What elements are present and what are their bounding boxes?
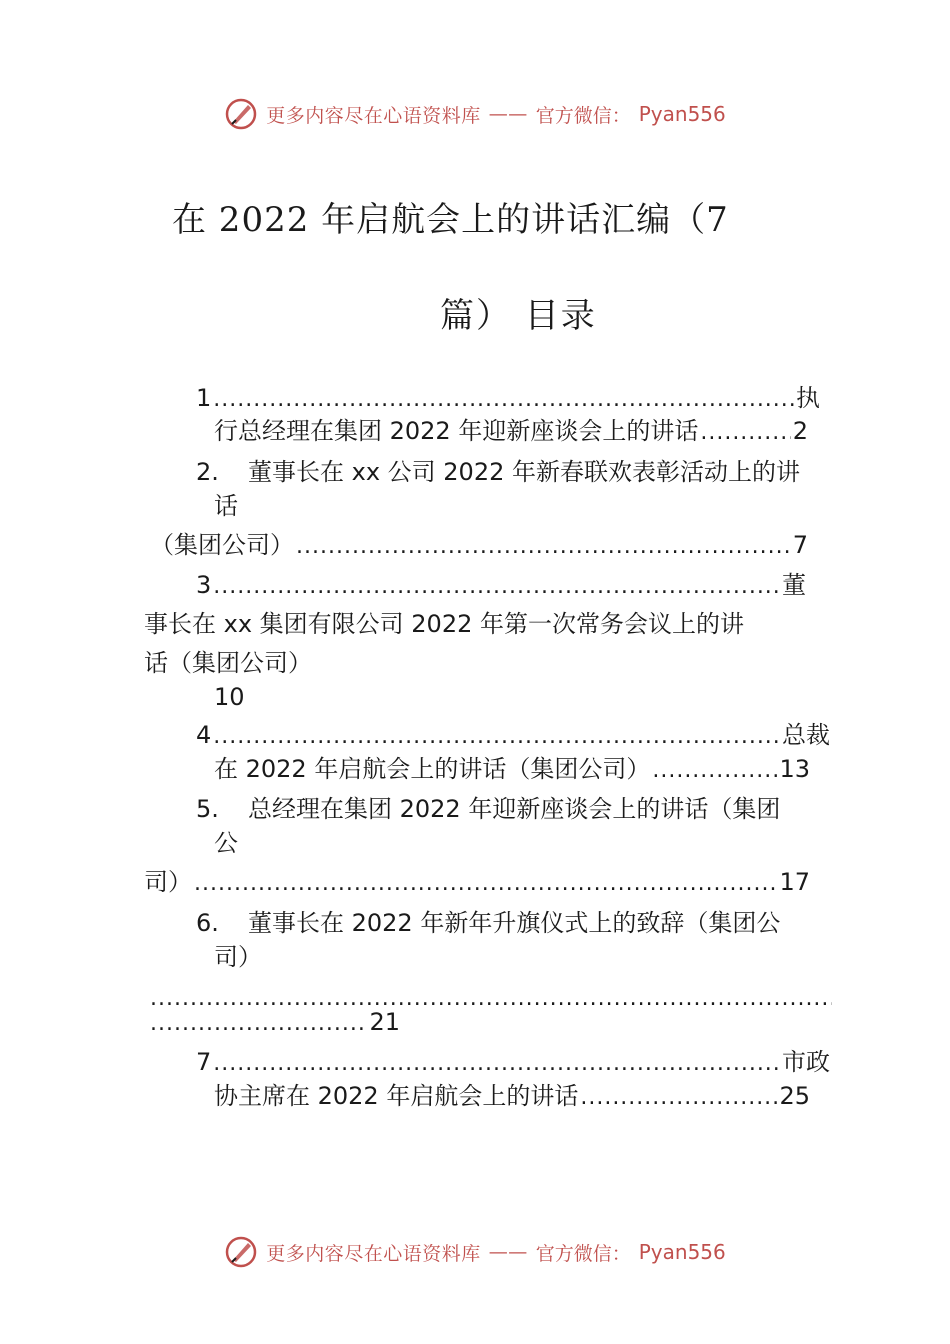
toc-entry-4-line2[interactable] xyxy=(214,752,810,786)
toc-entry-6-line1[interactable] xyxy=(196,906,780,940)
leader-dots xyxy=(700,416,790,450)
toc-entry-1-text: 行总经理在集团 2022 年迎新座谈会上的讲话 xyxy=(214,417,699,445)
leader-dots xyxy=(296,530,791,564)
watermark-label: 官方微信： xyxy=(535,104,631,127)
leader-dots xyxy=(213,1047,780,1081)
watermark-text: 更多内容尽在心语资料库 xyxy=(266,1242,481,1265)
toc-entry-7-text: 协主席在 2022 年启航会上的讲话 xyxy=(214,1082,579,1110)
toc-entry-3-text: 事长在 xx 集团有限公司 2022 年第一次常务会议上的讲 xyxy=(144,610,744,638)
leader-dots xyxy=(652,754,777,788)
toc-entry-6-text: 董事长在 2022 年新年升旗仪式上的致辞（集团公 xyxy=(248,909,781,937)
toc-entry-6-line4[interactable] xyxy=(148,1005,400,1039)
watermark-id: Pyan556 xyxy=(638,102,726,126)
toc-entry-2-wrap: 话 xyxy=(214,492,238,520)
toc-entry-2-text: 董事长在 xx 公司 2022 年新春联欢表彰活动上的讲 xyxy=(248,458,800,486)
toc-entry-2-line3[interactable] xyxy=(150,528,808,562)
toc-entry-3-tail: 董 xyxy=(782,571,806,599)
toc-entry-7-number: 7 xyxy=(196,1048,212,1076)
toc-entry-5-text: 总经理在集团 2022 年迎新座谈会上的讲话（集团 xyxy=(248,795,781,823)
toc-entry-7-line2[interactable] xyxy=(214,1079,810,1113)
toc-entry-3-page: 10 xyxy=(214,683,245,711)
toc-entry-3-line2[interactable] xyxy=(144,607,744,641)
watermark-label: 官方微信： xyxy=(535,1242,631,1265)
leader-dots xyxy=(580,1081,777,1115)
toc-entry-5-cont: 司） xyxy=(144,868,192,896)
leader-dots xyxy=(194,867,777,901)
toc-entry-7-page: 25 xyxy=(779,1082,810,1110)
toc-entry-6-number: 6. xyxy=(196,909,219,937)
watermark-banner-bottom xyxy=(0,1232,950,1272)
leader-dots xyxy=(213,720,780,754)
toc-entry-2-page: 7 xyxy=(792,531,808,559)
toc-entry-5-line2[interactable] xyxy=(214,826,238,860)
toc-entry-2-line1[interactable] xyxy=(196,455,800,489)
toc-entry-1-tail: 执 xyxy=(796,384,820,412)
toc-entry-3-line1[interactable] xyxy=(196,568,806,602)
watermark-dash: —— xyxy=(488,103,528,125)
toc-entry-5-wrap: 公 xyxy=(214,829,238,857)
leader-dots xyxy=(213,383,794,417)
toc-entry-4-tail: 总裁 xyxy=(782,721,830,749)
document-title-line2: 篇） 目录 xyxy=(440,296,597,336)
watermark-text: 更多内容尽在心语资料库 xyxy=(266,104,481,127)
toc-entry-4-page: 13 xyxy=(779,755,810,783)
toc-entry-5-number: 5. xyxy=(196,795,219,823)
toc-entry-2-line2[interactable] xyxy=(214,489,238,523)
toc-entry-5-line3[interactable] xyxy=(144,865,810,899)
toc-entry-1-line2[interactable] xyxy=(214,414,808,448)
toc-entry-4-line1[interactable] xyxy=(196,718,830,752)
toc-entry-3-cont: 话（集团公司） xyxy=(144,649,312,677)
document-title-line1: 在 2022 年启航会上的讲话汇编（7 xyxy=(172,200,729,240)
leader-dots xyxy=(213,570,780,604)
toc-entry-6-line2[interactable] xyxy=(214,940,262,974)
toc-entry-1-number: 1 xyxy=(196,384,212,412)
toc-entry-2-cont: （集团公司） xyxy=(150,531,294,559)
toc-entry-6-page: 21 xyxy=(369,1008,400,1036)
watermark-id: Pyan556 xyxy=(638,1240,726,1264)
toc-entry-3-line4[interactable] xyxy=(214,680,245,714)
toc-entry-3-line3[interactable] xyxy=(144,646,312,680)
toc-entry-4-number: 4 xyxy=(196,721,212,749)
toc-entry-3-number: 3 xyxy=(196,571,212,599)
toc-entry-6-wrap: 司） xyxy=(214,943,262,971)
toc-entry-5-page: 17 xyxy=(779,868,810,896)
toc-entry-2-number: 2. xyxy=(196,458,219,486)
toc-entry-7-line1[interactable] xyxy=(196,1045,830,1079)
toc-entry-1-line1[interactable] xyxy=(196,381,820,415)
toc-entry-5-line1[interactable] xyxy=(196,792,780,826)
toc-entry-1-page: 2 xyxy=(792,417,808,445)
watermark-dash: —— xyxy=(488,1241,528,1263)
feather-pen-logo-icon xyxy=(224,1235,258,1269)
toc-entry-7-tail: 市政 xyxy=(782,1048,830,1076)
leader-dots xyxy=(150,1007,367,1041)
toc-entry-4-text: 在 2022 年启航会上的讲话（集团公司） xyxy=(214,755,651,783)
